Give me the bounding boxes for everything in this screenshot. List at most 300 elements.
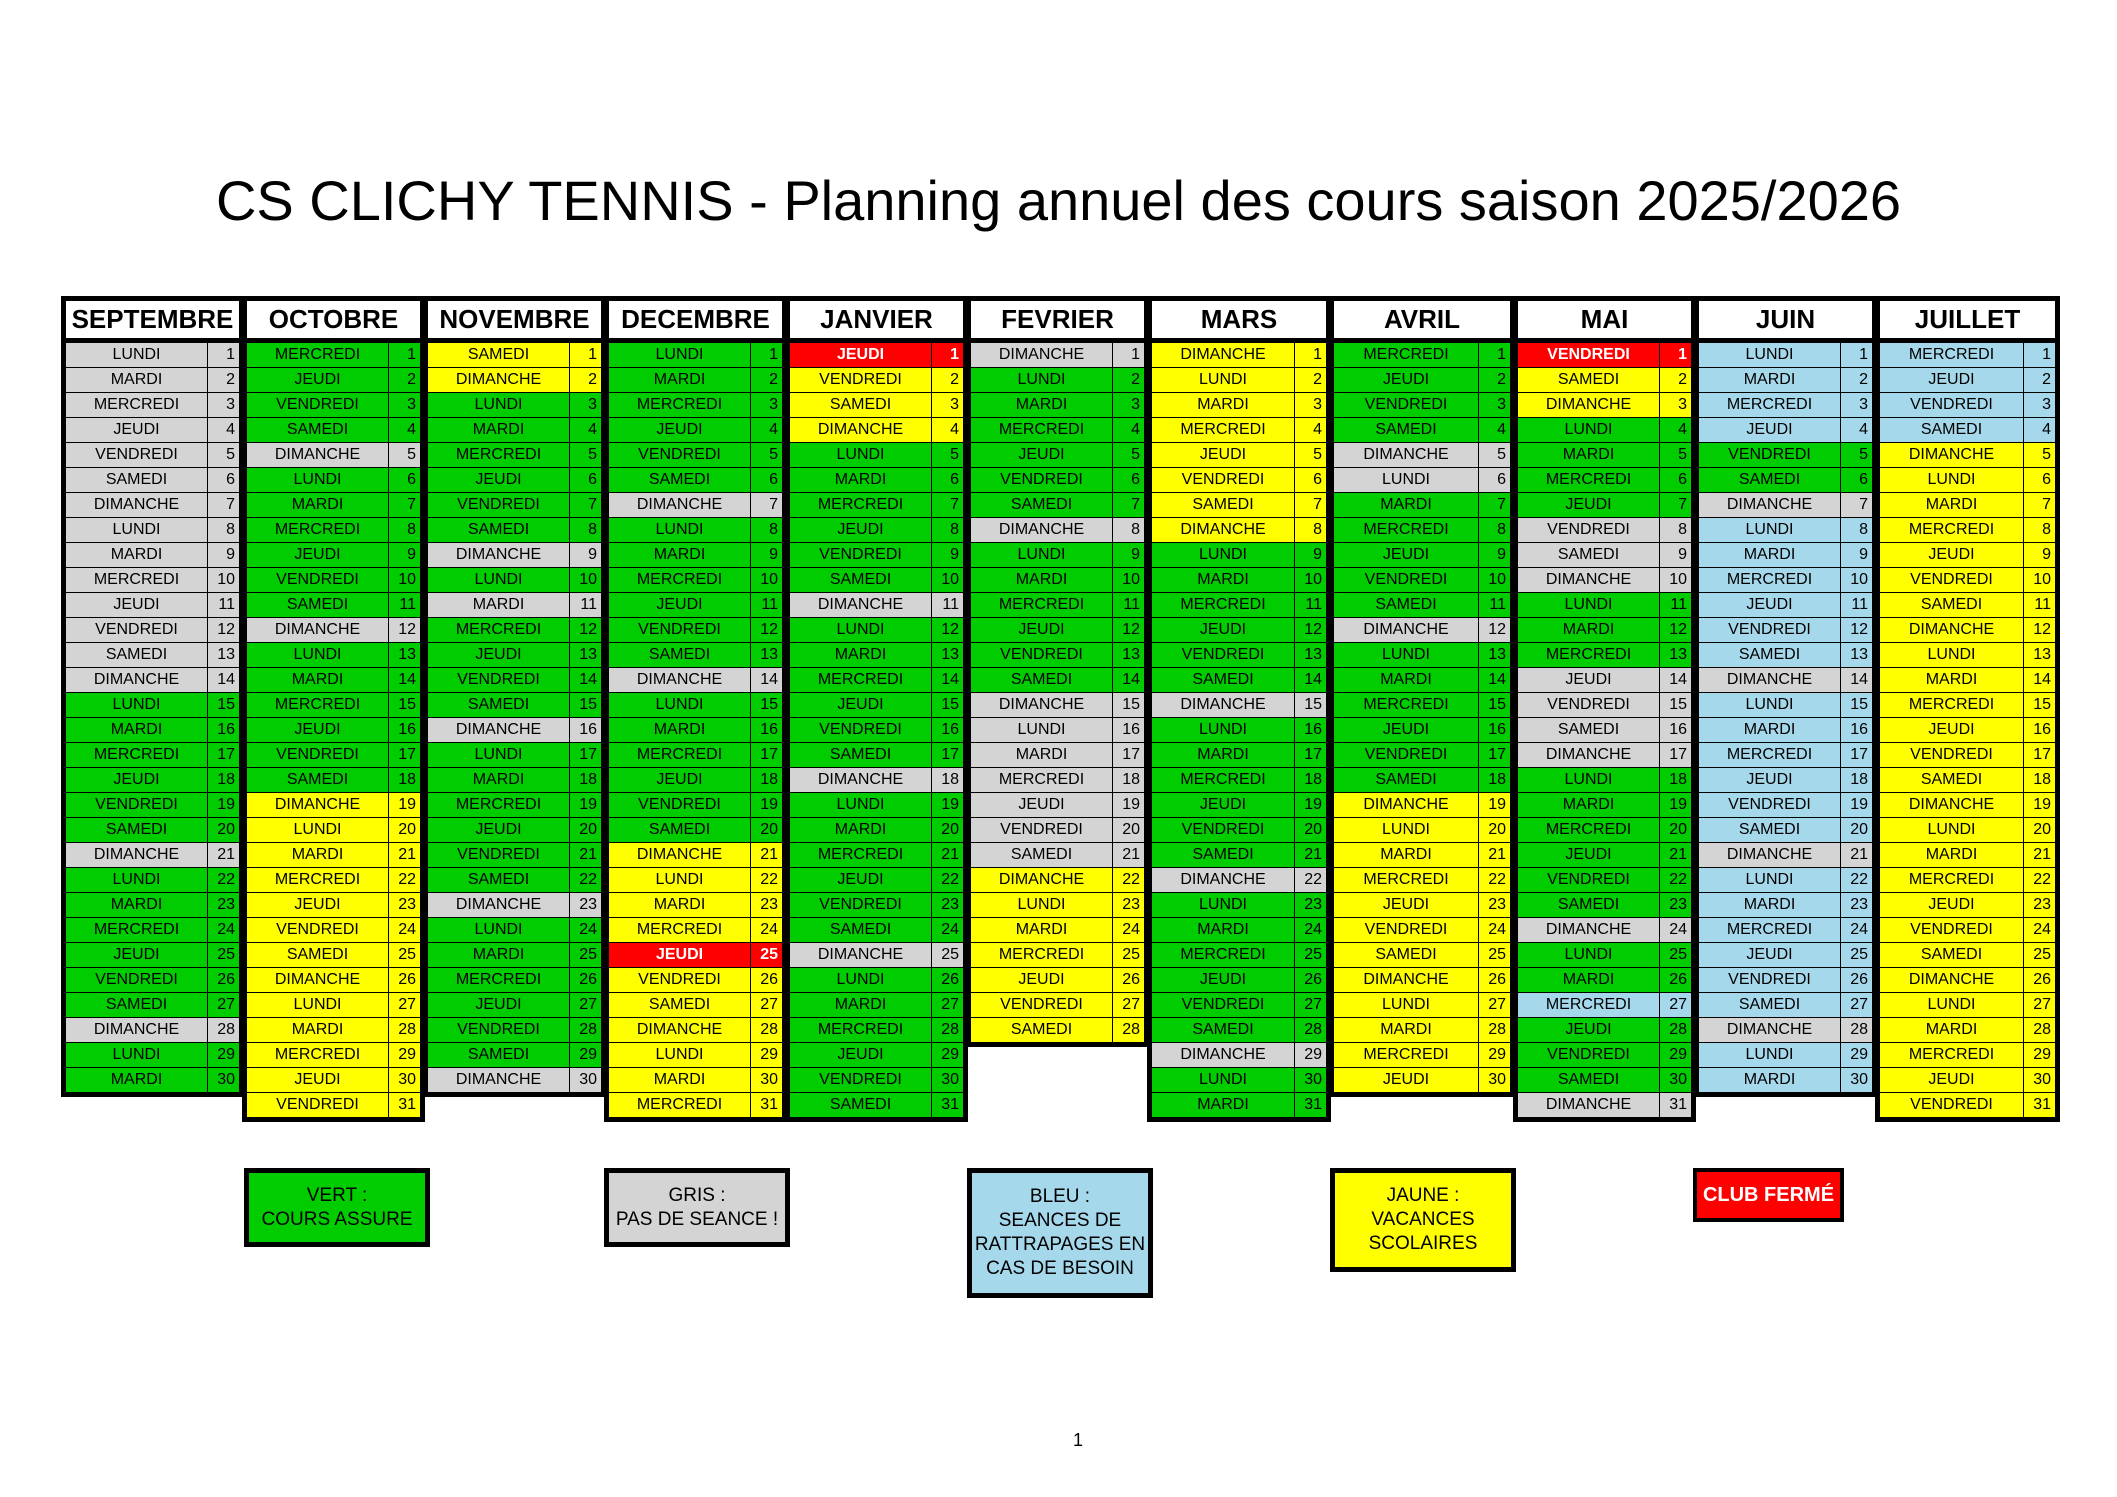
day-row xyxy=(428,1067,601,1092)
day-name: MARDI xyxy=(428,593,570,617)
day-number: 28 xyxy=(1488,1021,1506,1038)
day-row xyxy=(66,567,239,592)
day-row xyxy=(428,467,601,492)
day-row xyxy=(1152,1042,1326,1067)
day-row xyxy=(247,617,420,642)
day-name: VENDREDI xyxy=(1699,968,1841,992)
day-number: 26 xyxy=(760,971,778,988)
day-number: 16 xyxy=(398,721,416,738)
day-name: MERCREDI xyxy=(1518,993,1660,1017)
day-number: 6 xyxy=(1313,471,1322,488)
day-row xyxy=(790,792,963,817)
day-number: 18 xyxy=(2033,771,2051,788)
day-name: LUNDI xyxy=(790,618,932,642)
day-name: MARDI xyxy=(1518,968,1660,992)
day-row xyxy=(971,867,1144,892)
day-row xyxy=(1334,767,1510,792)
day-number: 13 xyxy=(1122,646,1140,663)
day-number: 13 xyxy=(1488,646,1506,663)
day-number: 17 xyxy=(1850,746,1868,763)
day-name: LUNDI xyxy=(609,518,751,542)
day-name: JEUDI xyxy=(428,818,570,842)
day-number: 5 xyxy=(1497,446,1506,463)
day-row xyxy=(66,1042,239,1067)
day-number: 11 xyxy=(1123,596,1140,613)
day-row xyxy=(609,492,782,517)
day-row xyxy=(66,1017,239,1042)
day-name: DIMANCHE xyxy=(428,893,570,917)
day-number: 13 xyxy=(398,646,416,663)
day-number: 9 xyxy=(407,546,416,563)
day-number: 5 xyxy=(407,446,416,463)
day-row xyxy=(1152,892,1326,917)
day-name: MERCREDI xyxy=(428,793,570,817)
day-name: DIMANCHE xyxy=(1334,968,1479,992)
day-row xyxy=(1152,517,1326,542)
day-row xyxy=(1334,967,1510,992)
day-name: LUNDI xyxy=(428,743,570,767)
day-row xyxy=(247,917,420,942)
day-number: 11 xyxy=(942,596,959,613)
day-number: 4 xyxy=(1497,421,1506,438)
day-number: 24 xyxy=(217,921,235,938)
day-name: MERCREDI xyxy=(1334,518,1479,542)
day-name: LUNDI xyxy=(971,718,1113,742)
day-number: 6 xyxy=(1497,471,1506,488)
day-number: 28 xyxy=(398,1021,416,1038)
day-row xyxy=(1518,567,1691,592)
day-row xyxy=(66,817,239,842)
day-number: 16 xyxy=(1669,721,1687,738)
day-row xyxy=(1880,817,2055,842)
day-number: 26 xyxy=(1850,971,1868,988)
day-name: LUNDI xyxy=(1334,643,1479,667)
day-row xyxy=(790,592,963,617)
day-name: MARDI xyxy=(1880,493,2024,517)
day-row xyxy=(1699,367,1872,392)
month-header: SEPTEMBRE xyxy=(61,296,244,343)
day-row xyxy=(247,992,420,1017)
day-number: 25 xyxy=(1122,946,1140,963)
day-name: JEUDI xyxy=(66,418,208,442)
day-name: MERCREDI xyxy=(66,918,208,942)
day-name: DIMANCHE xyxy=(790,768,932,792)
day-number: 6 xyxy=(2042,471,2051,488)
day-name: DIMANCHE xyxy=(1518,918,1660,942)
day-name: SAMEDI xyxy=(1699,818,1841,842)
day-row xyxy=(971,842,1144,867)
day-name: MERCREDI xyxy=(790,843,932,867)
day-number: 21 xyxy=(760,846,778,863)
day-number: 3 xyxy=(1497,396,1506,413)
day-row xyxy=(1518,542,1691,567)
day-row xyxy=(1518,417,1691,442)
day-row xyxy=(609,367,782,392)
day-number: 13 xyxy=(579,646,597,663)
day-row xyxy=(1518,343,1691,367)
day-row xyxy=(1880,717,2055,742)
day-number: 31 xyxy=(2033,1096,2051,1113)
day-name: MARDI xyxy=(66,893,208,917)
day-name: SAMEDI xyxy=(609,468,751,492)
day-number: 5 xyxy=(1678,446,1687,463)
day-row xyxy=(247,517,420,542)
day-number: 15 xyxy=(941,696,959,713)
day-row xyxy=(1334,343,1510,367)
day-number: 1 xyxy=(407,346,416,363)
day-name: VENDREDI xyxy=(247,568,389,592)
day-row xyxy=(1334,1042,1510,1067)
day-row xyxy=(971,942,1144,967)
day-number: 17 xyxy=(217,746,235,763)
day-row xyxy=(428,867,601,892)
day-row xyxy=(971,392,1144,417)
day-row xyxy=(66,467,239,492)
day-name: VENDREDI xyxy=(1518,1043,1660,1067)
day-row xyxy=(1699,667,1872,692)
day-name: LUNDI xyxy=(1880,643,2024,667)
day-number: 15 xyxy=(217,696,235,713)
day-name: JEUDI xyxy=(428,468,570,492)
day-row xyxy=(1334,817,1510,842)
day-name: DIMANCHE xyxy=(1334,618,1479,642)
day-row xyxy=(1152,917,1326,942)
day-number: 16 xyxy=(579,721,597,738)
day-number: 29 xyxy=(1669,1046,1687,1063)
month-days xyxy=(785,343,968,1122)
day-number: 19 xyxy=(2033,796,2051,813)
day-number: 4 xyxy=(950,421,959,438)
day-number: 18 xyxy=(217,771,235,788)
day-row xyxy=(971,917,1144,942)
day-row xyxy=(1152,592,1326,617)
day-number: 22 xyxy=(579,871,597,888)
day-row xyxy=(971,992,1144,1017)
day-number: 10 xyxy=(1850,571,1868,588)
day-number: 22 xyxy=(1850,871,1868,888)
legend-vert: VERT : COURS ASSURE xyxy=(244,1168,430,1247)
day-row xyxy=(1152,1017,1326,1042)
day-number: 19 xyxy=(760,796,778,813)
day-row xyxy=(1880,567,2055,592)
day-number: 23 xyxy=(217,896,235,913)
day-number: 25 xyxy=(760,946,778,963)
day-row xyxy=(971,567,1144,592)
day-row xyxy=(66,842,239,867)
day-name: VENDREDI xyxy=(247,743,389,767)
day-number: 1 xyxy=(1131,346,1140,363)
day-number: 10 xyxy=(1669,571,1687,588)
day-number: 27 xyxy=(760,996,778,1013)
day-number: 18 xyxy=(1304,771,1322,788)
day-row xyxy=(1518,692,1691,717)
day-number: 3 xyxy=(2042,396,2051,413)
day-name: VENDREDI xyxy=(971,643,1113,667)
day-row xyxy=(609,967,782,992)
day-number: 29 xyxy=(1850,1046,1868,1063)
day-row xyxy=(1518,1042,1691,1067)
day-name: MERCREDI xyxy=(1699,918,1841,942)
day-name: SAMEDI xyxy=(66,468,208,492)
day-number: 16 xyxy=(217,721,235,738)
day-name: JEUDI xyxy=(247,718,389,742)
day-name: VENDREDI xyxy=(1880,393,2024,417)
day-number: 14 xyxy=(760,671,778,688)
day-number: 30 xyxy=(941,1071,959,1088)
day-row xyxy=(609,717,782,742)
day-row xyxy=(971,367,1144,392)
day-row xyxy=(428,492,601,517)
day-row xyxy=(247,392,420,417)
day-row xyxy=(1334,667,1510,692)
day-row xyxy=(1518,617,1691,642)
day-number: 15 xyxy=(760,696,778,713)
day-number: 30 xyxy=(760,1071,778,1088)
day-number: 26 xyxy=(941,971,959,988)
day-number: 28 xyxy=(579,1021,597,1038)
day-number: 28 xyxy=(2033,1021,2051,1038)
month-column xyxy=(1329,296,1515,1097)
day-number: 12 xyxy=(941,621,959,638)
day-number: 27 xyxy=(217,996,235,1013)
day-number: 20 xyxy=(217,821,235,838)
day-row xyxy=(971,792,1144,817)
day-row xyxy=(1880,517,2055,542)
day-number: 20 xyxy=(579,821,597,838)
day-row xyxy=(790,967,963,992)
day-row xyxy=(428,417,601,442)
day-name: MERCREDI xyxy=(1518,818,1660,842)
day-number: 30 xyxy=(1669,1071,1687,1088)
day-number: 3 xyxy=(226,396,235,413)
day-number: 10 xyxy=(579,571,597,588)
day-number: 11 xyxy=(761,596,778,613)
day-row xyxy=(1152,417,1326,442)
day-number: 1 xyxy=(2042,346,2051,363)
day-row xyxy=(428,367,601,392)
day-name: SAMEDI xyxy=(428,693,570,717)
day-number: 26 xyxy=(217,971,235,988)
day-number: 25 xyxy=(1669,946,1687,963)
day-number: 14 xyxy=(579,671,597,688)
day-name: MARDI xyxy=(1880,843,2024,867)
day-name: JEUDI xyxy=(971,793,1113,817)
day-row xyxy=(790,892,963,917)
day-number: 27 xyxy=(1488,996,1506,1013)
day-row xyxy=(1152,792,1326,817)
day-row xyxy=(1880,542,2055,567)
day-row xyxy=(66,942,239,967)
day-name: LUNDI xyxy=(247,468,389,492)
day-number: 6 xyxy=(1678,471,1687,488)
day-name: MARDI xyxy=(1699,718,1841,742)
day-number: 21 xyxy=(1850,846,1868,863)
day-number: 11 xyxy=(2034,596,2051,613)
day-row xyxy=(428,392,601,417)
day-name: SAMEDI xyxy=(66,993,208,1017)
day-name: MARDI xyxy=(1699,543,1841,567)
day-number: 22 xyxy=(1488,871,1506,888)
day-row xyxy=(428,767,601,792)
day-name: DIMANCHE xyxy=(66,843,208,867)
day-number: 9 xyxy=(588,546,597,563)
day-name: MERCREDI xyxy=(1699,568,1841,592)
day-number: 12 xyxy=(1122,621,1140,638)
day-name: SAMEDI xyxy=(247,943,389,967)
month-days xyxy=(966,343,1149,1047)
day-row xyxy=(1518,467,1691,492)
day-name: MARDI xyxy=(609,718,751,742)
day-row xyxy=(66,867,239,892)
day-number: 9 xyxy=(950,546,959,563)
day-row xyxy=(1880,467,2055,492)
day-number: 4 xyxy=(588,421,597,438)
day-name: JEUDI xyxy=(790,868,932,892)
day-number: 4 xyxy=(1678,421,1687,438)
day-row xyxy=(1334,617,1510,642)
day-number: 23 xyxy=(2033,896,2051,913)
day-name: SAMEDI xyxy=(1152,1018,1295,1042)
day-row xyxy=(1334,642,1510,667)
day-number: 14 xyxy=(1669,671,1687,688)
day-row xyxy=(1880,1067,2055,1092)
day-row xyxy=(1699,1067,1872,1092)
month-days xyxy=(1147,343,1331,1122)
day-name: JEUDI xyxy=(1518,668,1660,692)
day-number: 3 xyxy=(1313,396,1322,413)
day-name: MERCREDI xyxy=(790,1018,932,1042)
day-number: 5 xyxy=(1859,446,1868,463)
day-name: DIMANCHE xyxy=(1334,793,1479,817)
day-row xyxy=(1334,842,1510,867)
day-name: MERCREDI xyxy=(247,518,389,542)
day-name: LUNDI xyxy=(790,793,932,817)
day-name: MARDI xyxy=(1518,793,1660,817)
day-number: 23 xyxy=(1488,896,1506,913)
day-number: 12 xyxy=(760,621,778,638)
day-number: 28 xyxy=(941,1021,959,1038)
day-row xyxy=(1334,917,1510,942)
day-row xyxy=(1880,842,2055,867)
day-row xyxy=(428,442,601,467)
day-number: 1 xyxy=(769,346,778,363)
day-number: 1 xyxy=(1678,346,1687,363)
day-row xyxy=(971,592,1144,617)
day-name: MARDI xyxy=(428,768,570,792)
day-row xyxy=(1152,642,1326,667)
day-number: 10 xyxy=(217,571,235,588)
day-name: SAMEDI xyxy=(1699,643,1841,667)
day-number: 11 xyxy=(1305,596,1322,613)
day-name: JEUDI xyxy=(1334,1068,1479,1092)
day-row xyxy=(1152,617,1326,642)
day-number: 12 xyxy=(1669,621,1687,638)
month-header: JUIN xyxy=(1694,296,1877,343)
day-number: 22 xyxy=(760,871,778,888)
day-name: LUNDI xyxy=(609,693,751,717)
day-number: 1 xyxy=(588,346,597,363)
day-number: 8 xyxy=(588,521,597,538)
day-name: LUNDI xyxy=(1334,468,1479,492)
day-name: LUNDI xyxy=(428,568,570,592)
day-number: 23 xyxy=(398,896,416,913)
day-row xyxy=(1880,792,2055,817)
day-row xyxy=(1699,717,1872,742)
day-name: SAMEDI xyxy=(1880,593,2024,617)
day-name: LUNDI xyxy=(247,818,389,842)
day-row xyxy=(971,343,1144,367)
day-number: 14 xyxy=(1304,671,1322,688)
day-number: 12 xyxy=(1850,621,1868,638)
day-number: 22 xyxy=(217,871,235,888)
day-number: 5 xyxy=(226,446,235,463)
day-number: 20 xyxy=(1304,821,1322,838)
day-name: VENDREDI xyxy=(971,818,1113,842)
day-name: SAMEDI xyxy=(1699,468,1841,492)
day-row xyxy=(66,742,239,767)
day-name: DIMANCHE xyxy=(1518,393,1660,417)
day-name: LUNDI xyxy=(66,518,208,542)
day-number: 19 xyxy=(941,796,959,813)
day-row xyxy=(1880,492,2055,517)
day-row xyxy=(428,617,601,642)
day-number: 2 xyxy=(1131,371,1140,388)
day-number: 13 xyxy=(2033,646,2051,663)
day-name: JEUDI xyxy=(247,368,389,392)
day-number: 24 xyxy=(1669,921,1687,938)
day-name: MARDI xyxy=(1152,568,1295,592)
day-number: 20 xyxy=(2033,821,2051,838)
day-number: 6 xyxy=(226,471,235,488)
day-row xyxy=(1152,742,1326,767)
day-name: DIMANCHE xyxy=(1880,793,2024,817)
day-name: MERCREDI xyxy=(247,868,389,892)
day-row xyxy=(971,892,1144,917)
day-name: MARDI xyxy=(1334,843,1479,867)
day-name: VENDREDI xyxy=(971,468,1113,492)
day-name: MERCREDI xyxy=(1880,1043,2024,1067)
day-number: 2 xyxy=(226,371,235,388)
day-number: 2 xyxy=(2042,371,2051,388)
day-row xyxy=(247,817,420,842)
day-name: SAMEDI xyxy=(1334,768,1479,792)
day-row xyxy=(247,967,420,992)
day-number: 2 xyxy=(588,371,597,388)
day-row xyxy=(247,467,420,492)
day-name: JEUDI xyxy=(609,593,751,617)
day-row xyxy=(971,542,1144,567)
day-row xyxy=(971,667,1144,692)
day-row xyxy=(609,942,782,967)
day-number: 23 xyxy=(1304,896,1322,913)
day-row xyxy=(66,642,239,667)
day-number: 4 xyxy=(407,421,416,438)
day-number: 30 xyxy=(398,1071,416,1088)
day-row xyxy=(66,692,239,717)
day-row xyxy=(247,442,420,467)
day-row xyxy=(247,842,420,867)
day-row xyxy=(247,867,420,892)
day-name: MERCREDI xyxy=(1334,343,1479,367)
day-row xyxy=(247,592,420,617)
day-row xyxy=(790,1042,963,1067)
day-row xyxy=(1880,917,2055,942)
day-name: DIMANCHE xyxy=(1699,1018,1841,1042)
month-days xyxy=(1513,343,1696,1122)
day-name: MERCREDI xyxy=(1699,743,1841,767)
day-row xyxy=(247,792,420,817)
day-name: DIMANCHE xyxy=(971,693,1113,717)
